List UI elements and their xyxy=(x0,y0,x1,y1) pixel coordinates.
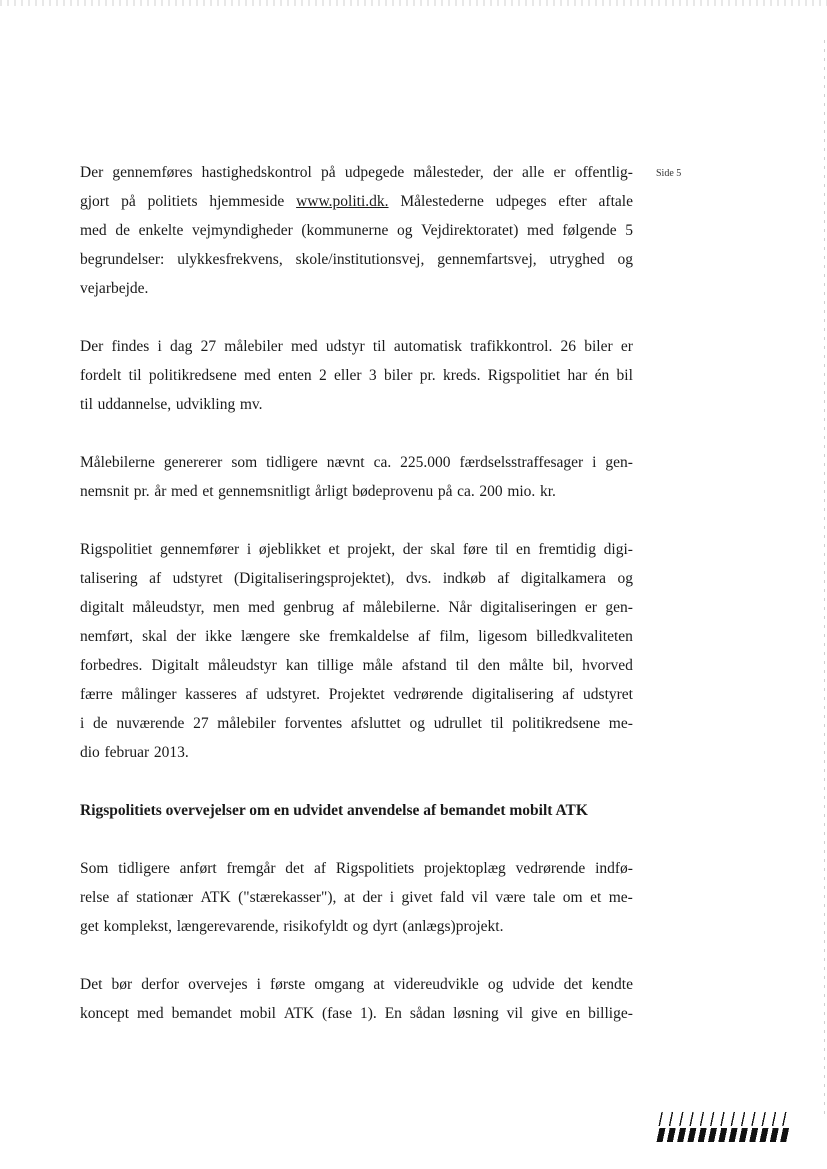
barcode-row-thick xyxy=(655,1128,792,1142)
website-link[interactable]: www.politi.dk. xyxy=(296,193,389,210)
text-line: til uddannelse, udvikling mv. xyxy=(80,396,263,413)
text-line: koncept med bemandet mobil ATK (fase 1). En sådan løsning vil give en billige- xyxy=(80,1005,633,1022)
paragraph xyxy=(80,332,633,419)
scan-edge-right xyxy=(824,40,825,1120)
page-number: Side 5 xyxy=(656,168,682,179)
text-line: forbedres. Digitalt måleudstyr kan tillige måle afstand til den målte bil, hvorved xyxy=(80,657,633,674)
text-line: Målebilerne genererer som tidligere nævnt ca. 225.000 færdselsstraffesager i gen- xyxy=(80,454,633,471)
barcode-mark xyxy=(656,1112,790,1142)
text-line: Der findes i dag 27 målebiler med udstyr til automatisk trafikkontrol. 26 biler er xyxy=(80,338,633,355)
scan-edge-top xyxy=(0,0,827,6)
text-line: digitalt måleudstyr, men med genbrug af målebilerne. Når digitaliseringen er gen- xyxy=(80,599,633,616)
text-line: gjort på politiets hjemmeside www.politi.dk. Målestederne udpeges efter aftale xyxy=(80,187,633,216)
paragraph xyxy=(80,535,633,767)
paragraph xyxy=(80,854,633,941)
text-line: Der gennemføres hastighedskontrol på udpegede målesteder, der alle er offentlig- xyxy=(80,164,633,181)
text-line: begrundelser: ulykkesfrekvens, skole/institutionsvej, gennemfartsvej, utryghed og xyxy=(80,251,633,268)
section-heading: Rigspolitiets overvejelser om en udvidet anvendelse af bemandet mobilt ATK xyxy=(80,802,588,819)
text-line: vejarbejde. xyxy=(80,280,149,297)
text-line: Som tidligere anført fremgår det af Rigspolitiets projektoplæg vedrørende indfø- xyxy=(80,860,633,877)
paragraph xyxy=(80,158,633,303)
text-line: Rigspolitiet gennemfører i øjeblikket et projekt, der skal føre til en fremtidig digi- xyxy=(80,541,633,558)
text-line: nemsnit pr. år med et gennemsnitligt årligt bødeprovenu på ca. 200 mio. kr. xyxy=(80,483,556,500)
paragraph xyxy=(80,448,633,506)
text-line: dio februar 2013. xyxy=(80,744,189,761)
text-line: med de enkelte vejmyndigheder (kommunerne og Vejdirektoratet) med følgende 5 xyxy=(80,222,633,239)
text-line: get komplekst, længerevarende, risikofyldt og dyrt (anlægs)projekt. xyxy=(80,918,504,935)
text-line: nemført, skal der ikke længere ske fremkaldelse af film, ligesom billedkvaliteten xyxy=(80,628,633,645)
text-line: Det bør derfor overvejes i første omgang at videreudvikle og udvide det kendte xyxy=(80,976,633,993)
document-body xyxy=(80,158,633,1057)
text-line: fordelt til politikredsene med enten 2 eller 3 biler pr. kreds. Rigspolitiet har én bil xyxy=(80,367,633,384)
paragraph xyxy=(80,970,633,1028)
text-line: færre målinger kasseres af udstyret. Projektet vedrørende digitalisering af udstyret xyxy=(80,686,633,703)
text-line: i de nuværende 27 målebiler forventes afsluttet og udrullet til politikredsene me- xyxy=(80,715,633,732)
barcode-row-thin xyxy=(655,1112,792,1126)
text-line: talisering af udstyret (Digitaliseringsprojektet), dvs. indkøb af digitalkamera og xyxy=(80,570,633,587)
text-line: relse af stationær ATK ("stærekasser"), at der i givet fald vil være tale om et me- xyxy=(80,889,633,906)
